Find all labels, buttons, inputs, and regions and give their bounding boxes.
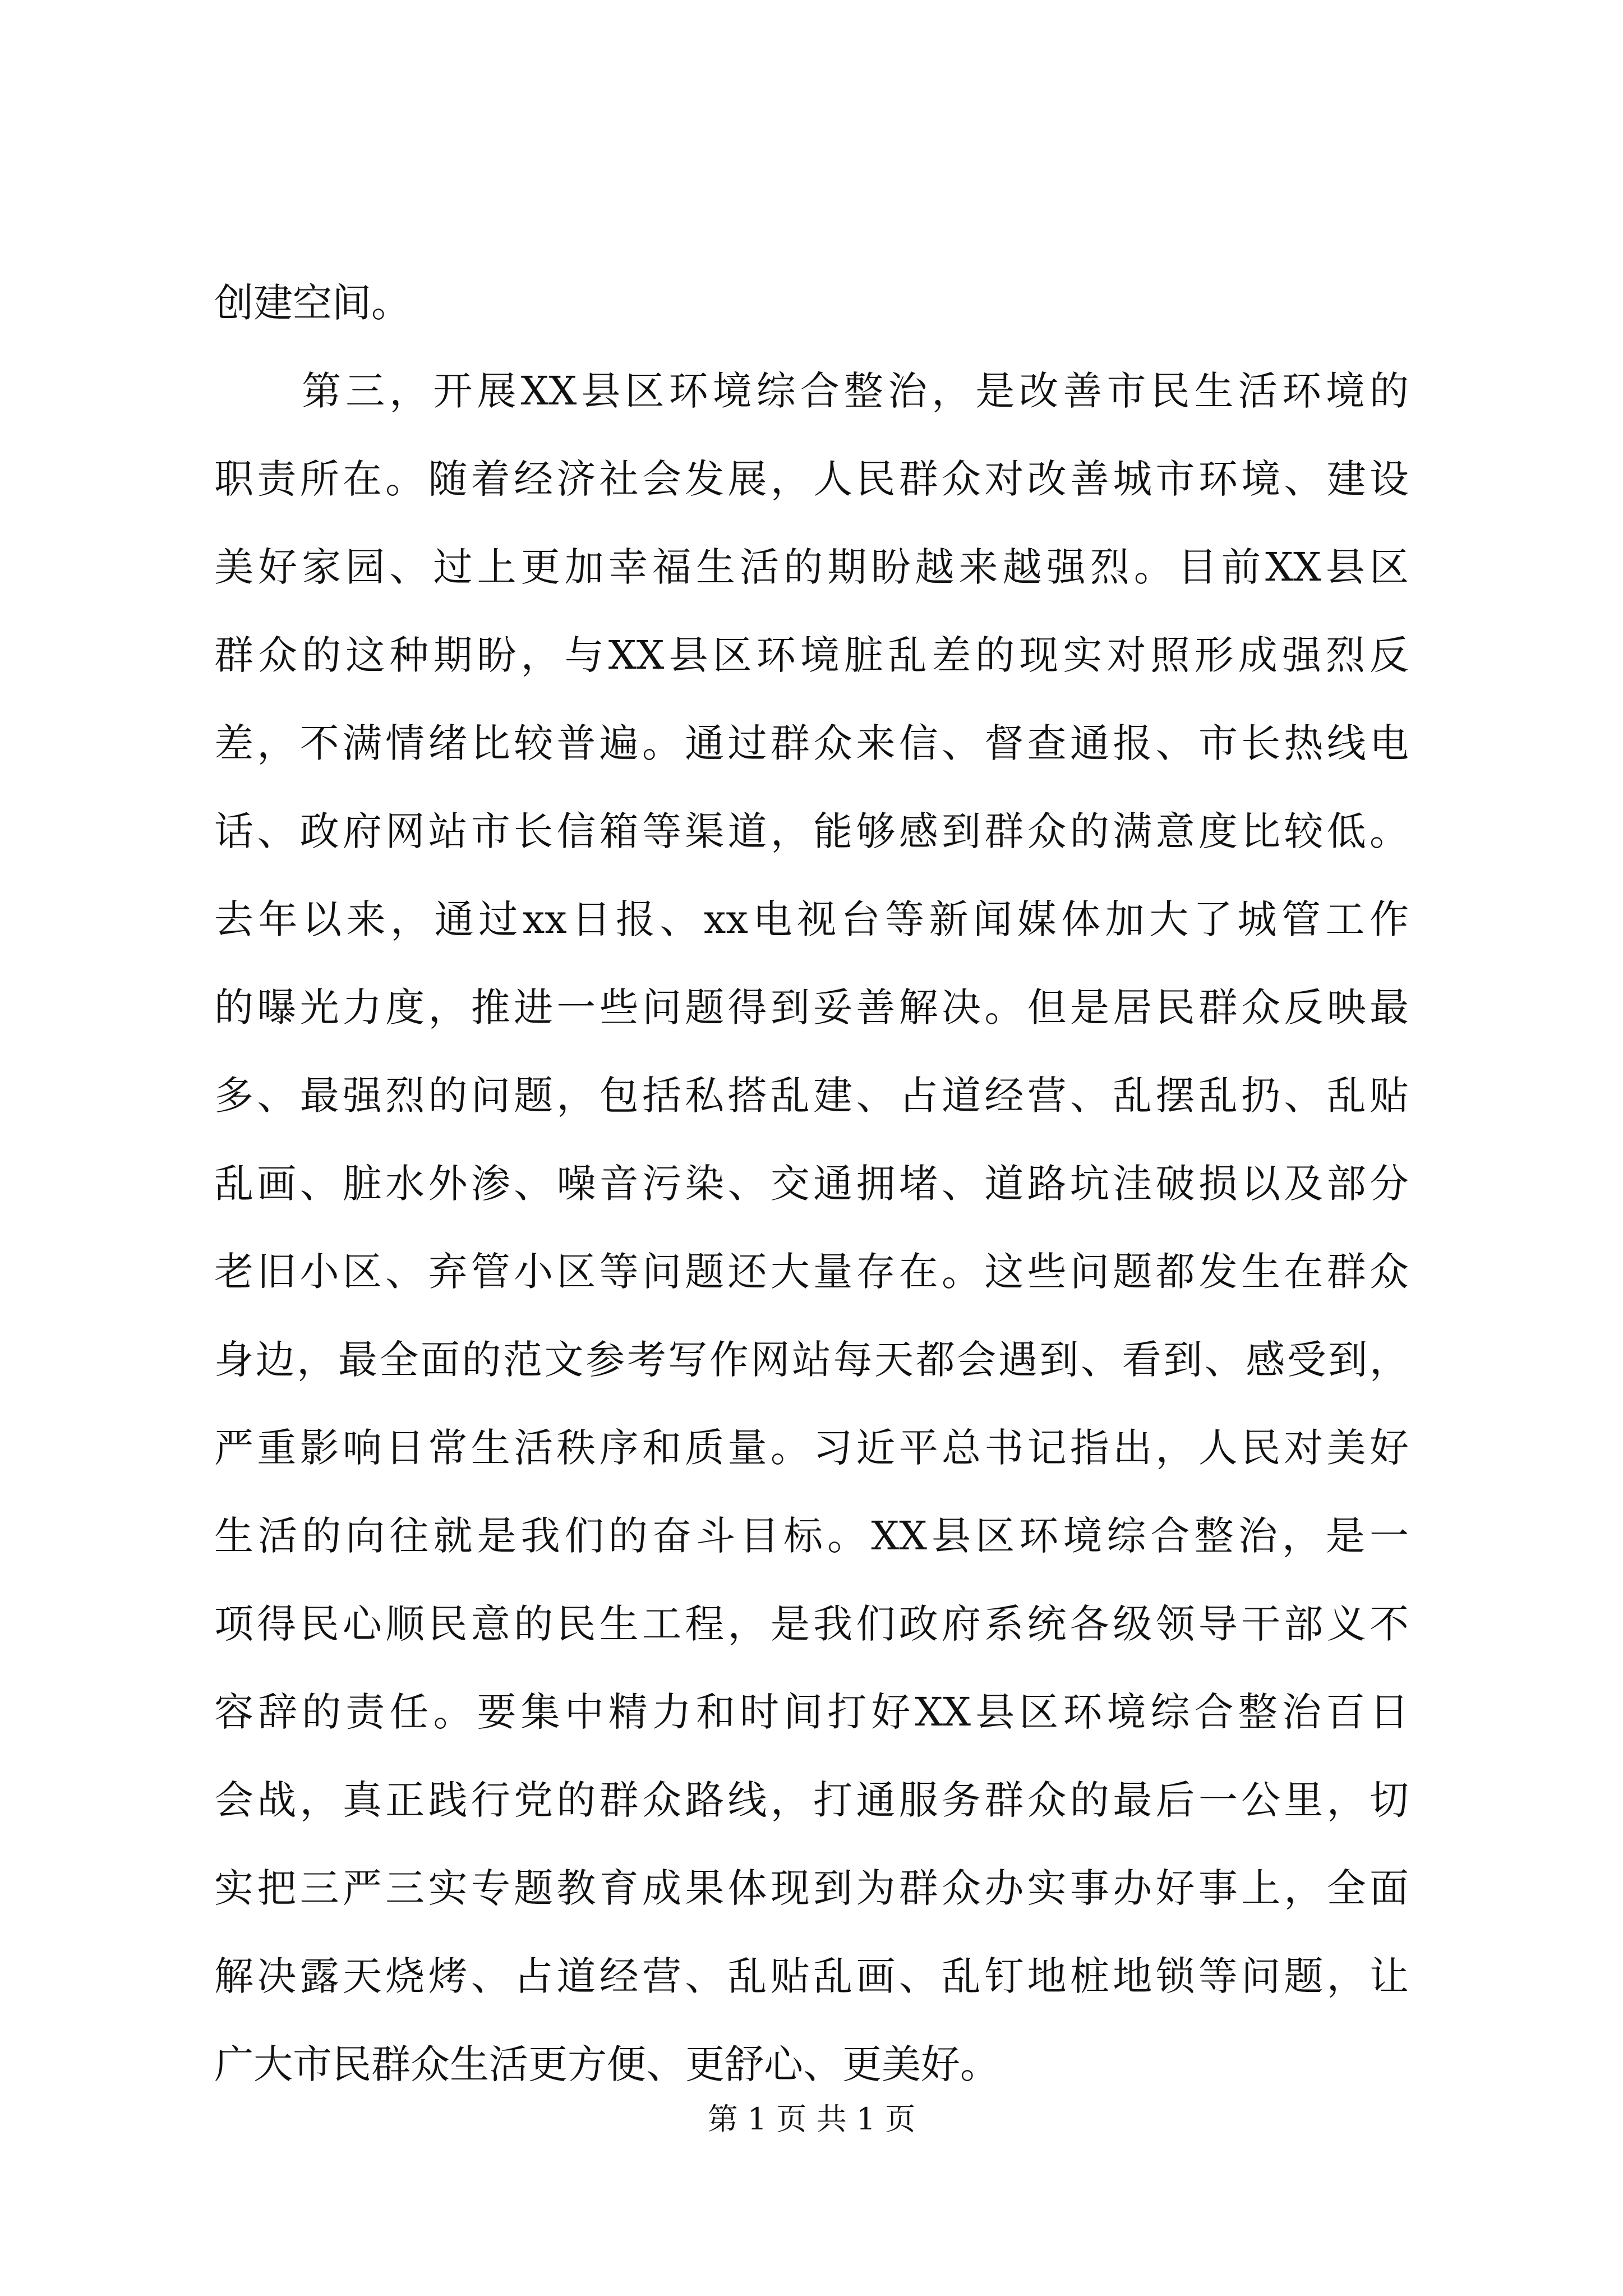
text-line: 老旧小区、弃管小区等问题还大量存在。这些问题都发生在群众 [214, 1249, 1409, 1295]
text-line: 容辞的责任。要集中精力和时间打好XX县区环境综合整治百日 [214, 1689, 1409, 1735]
text-line: 的曝光力度，推进一些问题得到妥善解决。但是居民群众反映最 [214, 984, 1409, 1030]
text-line: 去年以来，通过xx日报、xx电视台等新闻媒体加大了城管工作 [214, 896, 1409, 942]
text-line: 广大市民群众生活更方便、更舒心、更美好。 [214, 2041, 999, 2087]
text-line: 第三，开展XX县区环境综合整治，是改善市民生活环境的 [214, 368, 1409, 414]
text-line: 乱画、脏水外渗、噪音污染、交通拥堵、道路坑洼破损以及部分 [214, 1161, 1409, 1207]
text-line: 差，不满情绪比较普遍。通过群众来信、督查通报、市长热线电 [214, 720, 1409, 766]
text-line: 严重影响日常生活秩序和质量。习近平总书记指出，人民对美好 [214, 1425, 1409, 1471]
text-line: 生活的向往就是我们的奋斗目标。XX县区环境综合整治，是一 [214, 1513, 1409, 1559]
text-line: 创建空间。 [214, 280, 411, 326]
text-line: 会战，真正践行党的群众路线，打通服务群众的最后一公里，切 [214, 1777, 1409, 1823]
text-line: 身边，最全面的范文参考写作网站每天都会遇到、看到、感受到， [214, 1337, 1409, 1383]
document-body [214, 259, 1409, 2109]
text-line: 话、政府网站市长信箱等渠道，能够感到群众的满意度比较低。 [214, 808, 1409, 854]
text-line: 职责所在。随着经济社会发展，人民群众对改善城市环境、建设 [214, 456, 1409, 502]
text-line: 项得民心顺民意的民生工程，是我们政府系统各级领导干部义不 [214, 1601, 1409, 1647]
text-line: 美好家园、过上更加幸福生活的期盼越来越强烈。目前XX县区 [214, 544, 1409, 590]
page-footer: 第 1 页 共 1 页 [707, 2101, 916, 2137]
text-line: 解决露天烧烤、占道经营、乱贴乱画、乱钉地桩地锁等问题，让 [214, 1953, 1409, 1999]
text-line: 实把三严三实专题教育成果体现到为群众办实事办好事上，全面 [214, 1865, 1409, 1911]
text-line: 群众的这种期盼，与XX县区环境脏乱差的现实对照形成强烈反 [214, 632, 1409, 678]
text-line: 多、最强烈的问题，包括私搭乱建、占道经营、乱摆乱扔、乱贴 [214, 1073, 1409, 1119]
